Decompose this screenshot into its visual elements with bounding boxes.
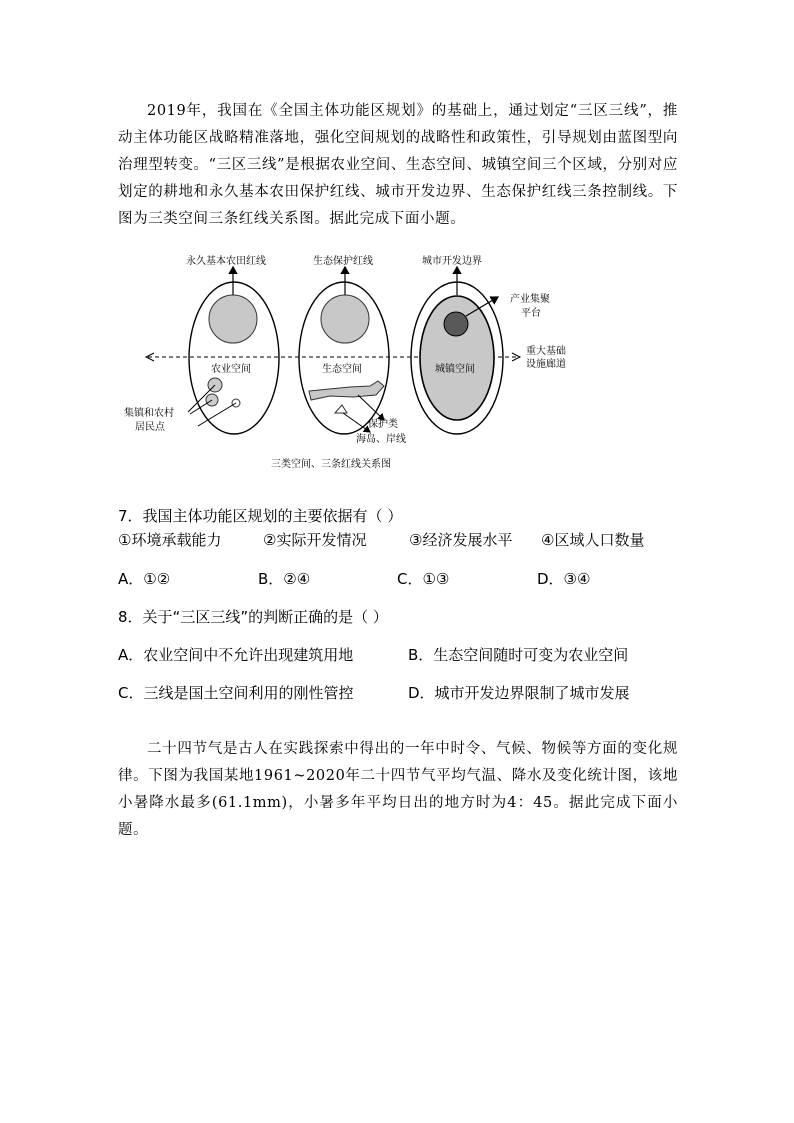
protected-label-2: 海岛、岸线	[356, 434, 406, 445]
industrial-platform-label-2: 平台	[521, 308, 541, 319]
q8-option-c[interactable]: C．三线是国土空间利用的刚性管控	[118, 684, 354, 702]
urban-boundary-label: 城市开发边界	[422, 256, 482, 267]
q8-option-a[interactable]: A．农业空间中不允许出现建筑用地	[118, 646, 354, 664]
infrastructure-label-2: 设施廊道	[526, 359, 566, 370]
q7-stem: 7．我国主体功能区规划的主要依据有（ ）	[118, 507, 403, 525]
q7-item-3: ③经济发展水平	[409, 531, 513, 549]
q7-option-d[interactable]: D．③④	[537, 570, 591, 588]
eco-redline-label: 生态保护红线	[313, 256, 373, 267]
q7-item-1: ①环境承载能力	[118, 531, 222, 549]
q7-item-4: ④区域人口数量	[541, 531, 645, 549]
three-zones-three-lines-diagram	[118, 243, 588, 478]
settlements-label: 集镇和农村	[124, 408, 174, 419]
q7-option-c[interactable]: C．①③	[397, 570, 450, 588]
infrastructure-label: 重大基础	[526, 346, 566, 357]
figure-caption: 三类空间、三条红线关系图	[271, 459, 391, 470]
farm-redline-label: 永久基本农田红线	[186, 256, 266, 267]
farmland-redline-zone	[209, 295, 257, 343]
q8-option-d[interactable]: D．城市开发边界限制了城市发展	[408, 684, 630, 702]
settlements-label-2: 居民点	[135, 422, 165, 433]
agri-space-label: 农业空间	[211, 364, 251, 375]
second-paragraph: 二十四节气是古人在实践探索中得出的一年中时令、气候、物候等方面的变化规律。下图为我国某地1961~2020年二十四节气平均气温、降水及变化统计图，该地小暑降水最多(61.1mm)，小暑多年平均日出的地方时为4：45。据此完成下面小题。	[118, 741, 678, 838]
eco-space-label: 生态空间	[322, 364, 362, 375]
urban-space-label: 城镇空间	[435, 364, 475, 375]
q8-option-b[interactable]: B．生态空间随时可变为农业空间	[408, 646, 629, 664]
industrial-platform	[444, 312, 468, 336]
q8-stem: 8．关于“三区三线”的判断正确的是（ ）	[118, 608, 388, 626]
industrial-platform-label: 产业集聚	[510, 294, 550, 305]
q7-option-a[interactable]: A．①②	[118, 570, 171, 588]
protected-label: 保护类	[368, 419, 398, 430]
protected-island-triangle	[335, 405, 347, 413]
q7-item-2: ②实际开发情况	[263, 531, 367, 549]
q7-option-b[interactable]: B．②④	[258, 570, 311, 588]
intro-paragraph: 2019年，我国在《全国主体功能区规划》的基础上，通过划定“三区三线”，推动主体功能区战略精准落地，强化空间规划的战略性和政策性，引导规划由蓝图型向治理型转变。“三区三线”是根据农业空间、生态空间、城镇空间三个区域，分别对应划定的耕地和永久基本农田保护红线、城市开发边界、生态保护红线三条控制线。下图为三类空间三条红线关系图。据此完成下面小题。	[118, 103, 678, 227]
protected-coastline-shape	[309, 381, 384, 400]
eco-redline-zone	[321, 295, 369, 343]
